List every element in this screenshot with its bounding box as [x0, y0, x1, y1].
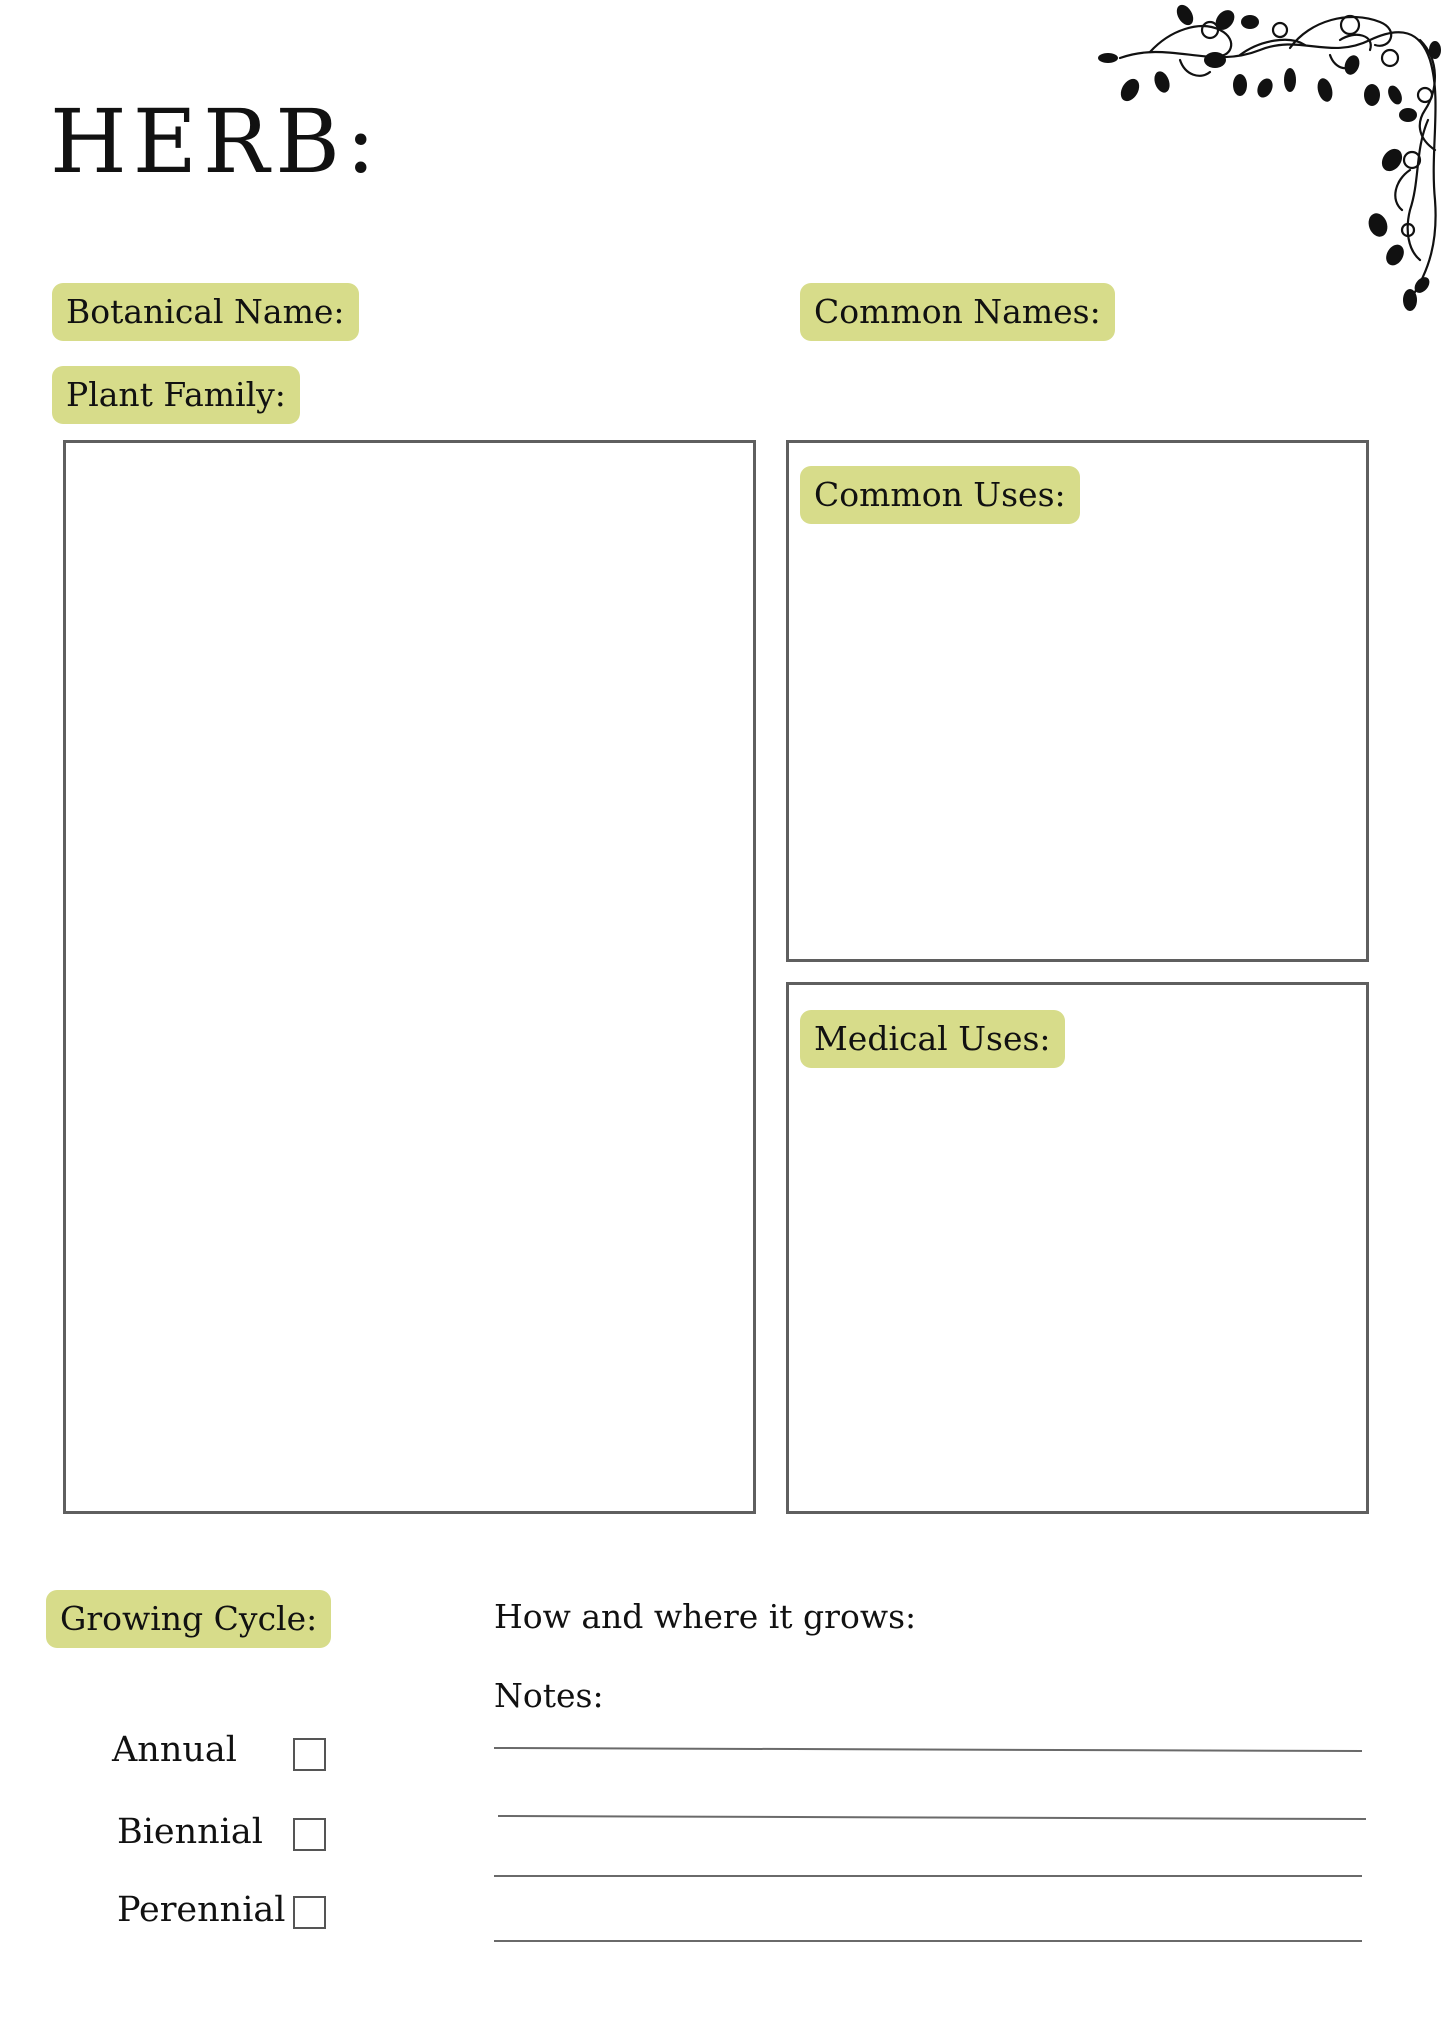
biennial-label: Biennial: [117, 1812, 263, 1852]
perennial-checkbox[interactable]: [293, 1896, 326, 1929]
herb-image-box[interactable]: [63, 440, 756, 1514]
biennial-checkbox[interactable]: [293, 1818, 326, 1851]
plant-family-label: Plant Family:: [52, 366, 300, 424]
perennial-label: Perennial: [117, 1890, 286, 1930]
notes-label: Notes:: [494, 1676, 604, 1715]
note-line[interactable]: [494, 1940, 1362, 1942]
note-line[interactable]: [498, 1815, 1366, 1820]
how-where-grows-label: How and where it grows:: [494, 1597, 917, 1636]
floral-vine-corner-icon: [1090, 0, 1445, 320]
botanical-name-label: Botanical Name:: [52, 283, 359, 341]
growing-cycle-label: Growing Cycle:: [46, 1590, 331, 1648]
annual-checkbox[interactable]: [293, 1738, 326, 1771]
medical-uses-label: Medical Uses:: [800, 1010, 1065, 1068]
common-uses-label: Common Uses:: [800, 466, 1080, 524]
note-line[interactable]: [494, 1747, 1362, 1752]
annual-label: Annual: [112, 1730, 237, 1770]
page-title: HERB:: [50, 90, 382, 193]
note-line[interactable]: [494, 1875, 1362, 1877]
common-names-label: Common Names:: [800, 283, 1115, 341]
